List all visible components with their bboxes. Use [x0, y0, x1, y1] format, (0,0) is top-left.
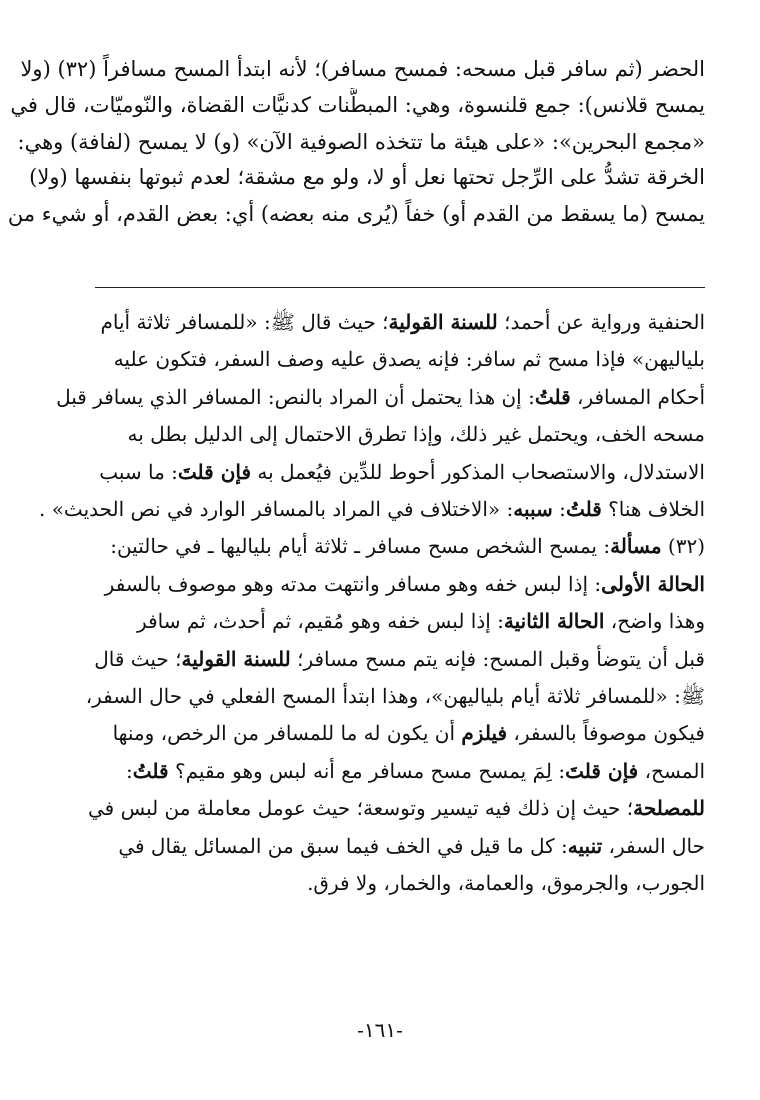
text-segment: : إن هذا يحتمل أن المراد بالنص: المسافر الذي يسافر قبل — [56, 385, 535, 409]
text-segment: : لِمَ يمسح مسح مسافر مع أنه لبس وهو مقيم؟ — [168, 759, 566, 783]
footnote-line — [0, 716, 705, 750]
bold-term: مسألة — [610, 534, 662, 558]
footnote-line — [0, 455, 705, 489]
footnote-divider — [95, 287, 705, 288]
footnote-line — [0, 754, 705, 788]
footnote-line — [0, 567, 705, 601]
bold-term: سببه — [513, 497, 553, 521]
bold-term: فإن قلتَ — [565, 759, 639, 783]
text-segment: : يمسح الشخص مسح مسافر ـ ثلاثة أيام بلياليها ـ في حالتين: — [110, 534, 611, 558]
bold-term: للمصلحة — [633, 796, 705, 820]
main-text-line: الحضر (ثم سافر قبل مسحه: فمسح مسافر)؛ لأنه ابتدأ المسح مسافراً (٣٢) (ولا — [20, 57, 705, 81]
text-segment: فيكون موصوفاً بالسفر، — [507, 721, 705, 745]
text-segment: (٣٢) — [661, 534, 705, 558]
footnote-line — [0, 529, 705, 563]
footnote-line — [0, 604, 705, 638]
bold-term: الحالة الأولى — [601, 572, 705, 596]
page-number: -١٦١- — [357, 1018, 403, 1042]
text-segment: أحكام المسافر، — [570, 385, 705, 409]
text-segment: الاستدلال، والاستصحاب المذكور أحوط للدِّين فيُعمل به — [251, 460, 705, 484]
text-segment: الحنفية ورواية عن أحمد؛ — [497, 310, 705, 334]
text-segment: : ما سبب — [99, 460, 178, 484]
main-text-line: «مجمع البحرين»: «على هيئة ما تتخذه الصوفية الآن» (و) لا يمسح (لفافة) وهي: — [17, 130, 705, 154]
main-text-line: يمسح (ما يسقط من القدم أو) خفاً (يُرى منه بعضه) أي: بعض القدم، أو شيء من — [7, 202, 705, 226]
text-segment: : — [126, 759, 133, 783]
text-segment: حال السفر، — [602, 834, 705, 858]
footnote-line — [0, 866, 705, 900]
text-segment: قبل أن يتوضأ وقبل المسح: فإنه يتم مسح مسافر؛ — [290, 647, 705, 671]
main-text-line: الخرقة تشدُّ على الرِّجل تحتها نعل أو لا، ولو مع مشقة؛ لعدم ثبوتها بنفسها (ولا) — [29, 165, 705, 189]
bold-term: قلتُ — [565, 497, 602, 521]
text-segment: المسح، — [638, 759, 705, 783]
text-segment: ؛ حيث إن ذلك فيه تيسير وتوسعة؛ حيث عومل معاملة من لبس في — [87, 796, 634, 820]
text-segment: : إذا لبس خفه وهو مُقيم، ثم أحدث، ثم سافر — [137, 609, 504, 633]
text-segment: : «الاختلاف في المراد بالمسافر الوارد في نص الحديث» . — [38, 497, 514, 521]
text-segment: الجورب، والجرموق، والعمامة، والخمار، ولا فرق. — [307, 871, 705, 895]
bold-term: تنبيه — [567, 834, 603, 858]
footnote-line — [0, 417, 705, 451]
bold-term: قلتُ — [534, 385, 571, 409]
footnote-line — [0, 380, 705, 414]
footnote-line — [0, 492, 705, 526]
text-segment: : — [552, 497, 566, 521]
footnote-line — [0, 342, 705, 376]
text-segment: مسحه الخف، ويحتمل غير ذلك، وإذا تطرق الاحتمال إلى الدليل بطل به — [127, 422, 705, 446]
text-segment: ﷺ: «للمسافر ثلاثة أيام بلياليهن»، وهذا ابتدأ المسح الفعلي في حال السفر، — [85, 684, 705, 708]
text-segment: بلياليهن» فإذا مسح ثم سافر: فإنه يصدق عليه وصف السفر، فتكون عليه — [113, 347, 705, 371]
text-segment: وهذا واضح، — [604, 609, 705, 633]
text-segment: ؛ حيث قال ﷺ: «للمسافر ثلاثة أيام — [100, 310, 389, 334]
bold-term: فيلزم — [461, 721, 508, 745]
footnote-line — [0, 642, 705, 676]
text-segment: أن يكون له ما للمسافر من الرخص، ومنها — [112, 721, 462, 745]
text-segment: : كل ما قيل في الخف فيما سبق من المسائل يقال في — [118, 834, 568, 858]
text-segment: : إذا لبس خفه وهو مسافر وانتهت مدته وهو موصوف بالسفر — [104, 572, 602, 596]
main-text-line: يمسح قلانس): جمع قلنسوة، وهي: المبطَّنات كدنيَّات القضاة، والنّوميّات، قال في — [10, 93, 705, 117]
bold-term: للسنة القولية — [181, 647, 291, 671]
footnote-line — [0, 791, 705, 825]
text-segment: الخلاف هنا؟ — [601, 497, 705, 521]
bold-term: للسنة القولية — [388, 310, 498, 334]
bold-term: قلتُ — [132, 759, 169, 783]
text-segment: ؛ حيث قال — [94, 647, 182, 671]
bold-term: الحالة الثانية — [503, 609, 605, 633]
footnote-line — [0, 305, 705, 339]
bold-term: فإن قلتَ — [177, 460, 252, 484]
footnote-line — [0, 679, 705, 713]
footnote-line — [0, 829, 705, 863]
